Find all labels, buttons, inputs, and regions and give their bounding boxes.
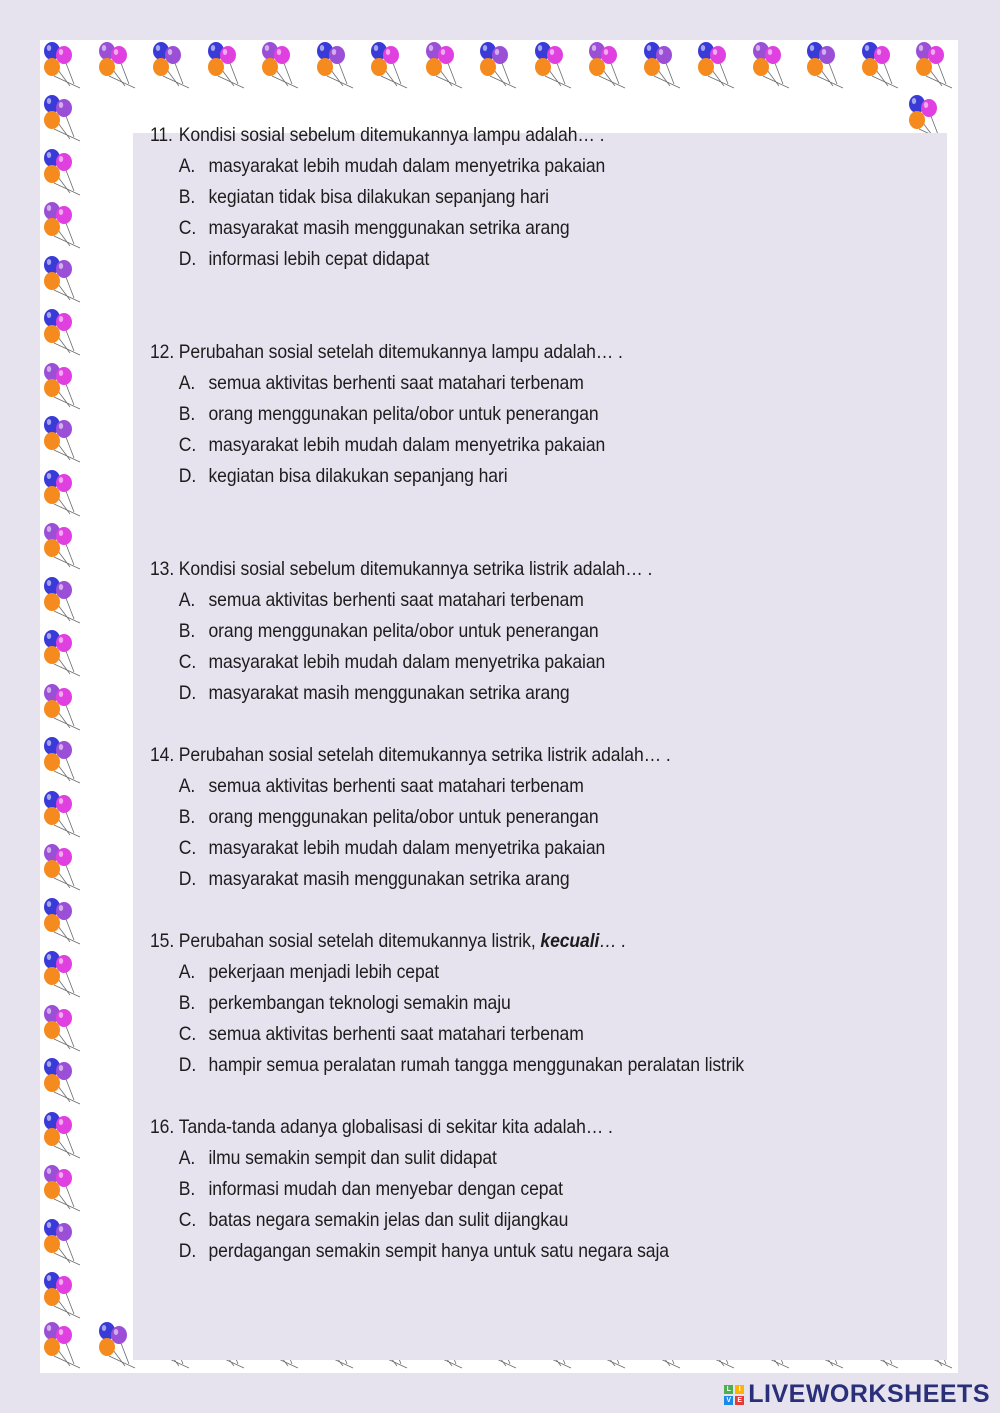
option-b [150,182,807,213]
border-left [40,93,93,1320]
question-stem [150,337,807,368]
question-stem [150,554,807,585]
option-text: hampir semua peralatan rumah tangga menggunakan peralatan listrik [208,1054,745,1076]
option-text: perdagangan semakin sempit hanya untuk satu negara saja [208,1240,669,1262]
option-letter: C. [178,837,197,859]
option-text: informasi mudah dan menyebar dengan cepat [208,1178,563,1200]
balloon-cluster-icon [40,361,86,411]
balloon-cluster-icon [40,1217,86,1267]
option-c [150,1019,807,1050]
balloon-cluster-icon [258,40,304,90]
balloon-cluster-icon [40,949,86,999]
option-letter: C. [178,1023,197,1045]
balloon-cluster-icon [204,40,250,90]
balloon-cluster-icon [803,40,849,90]
question-number: 12. [150,341,175,363]
option-text: semua aktivitas berhenti saat matahari terbenam [208,1023,584,1045]
option-letter: B. [178,403,196,425]
option-letter: C. [178,1209,197,1231]
option-letter: D. [178,868,197,890]
balloon-cluster-icon [40,254,86,304]
logo-text: LIVEWORKSHEETS [748,1380,990,1408]
option-letter: D. [178,682,197,704]
question-text: Perubahan sosial setelah ditemukannya setrika listrik adalah… . [178,744,671,766]
option-d [150,1236,807,1267]
balloon-cluster-icon [40,842,86,892]
question-stem [150,120,807,151]
balloon-cluster-icon [40,1003,86,1053]
balloon-cluster-icon [40,93,86,143]
question-text-suffix: … . [599,930,627,952]
balloon-cluster-icon [40,1056,86,1106]
option-text: masyarakat lebih mudah dalam menyetrika pakaian [208,837,606,859]
question-text: Tanda-tanda adanya globalisasi di sekitar kita adalah… . [178,1116,613,1138]
logo-mark-letter: L [724,1385,733,1394]
option-a [150,368,807,399]
question-stem [150,740,807,771]
option-text: ilmu semakin sempit dan sulit didapat [208,1147,497,1169]
option-text: masyarakat lebih mudah dalam menyetrika pakaian [208,434,606,456]
option-b [150,802,807,833]
question-text: Kondisi sosial sebelum ditemukannya setrika listrik adalah… . [178,558,653,580]
option-text: masyarakat lebih mudah dalam menyetrika pakaian [208,155,606,177]
balloon-cluster-icon [40,896,86,946]
option-text: perkembangan teknologi semakin maju [208,992,511,1014]
option-letter: C. [178,434,197,456]
option-a [150,771,807,802]
question-16 [150,1112,807,1267]
question-number: 11. [150,124,173,146]
question-text: Perubahan sosial setelah ditemukannya lampu adalah… . [178,341,623,363]
option-d [150,1050,807,1081]
option-letter: D. [178,465,197,487]
question-12 [150,337,807,492]
option-text: pekerjaan menjadi lebih cepat [208,961,440,983]
option-text: semua aktivitas berhenti saat matahari terbenam [208,589,584,611]
option-letter: A. [178,589,196,611]
balloon-cluster-icon [367,40,413,90]
option-letter: A. [178,372,196,394]
question-text-prefix: Perubahan sosial setelah ditemukannya listrik, [178,930,541,952]
option-b [150,988,807,1019]
balloon-cluster-icon [749,40,795,90]
question-list [150,120,807,1267]
question-number: 14. [150,744,175,766]
option-letter: C. [178,651,197,673]
option-a [150,957,807,988]
balloon-cluster-icon [40,628,86,678]
balloon-cluster-icon [640,40,686,90]
option-text: masyarakat masih menggunakan setrika arang [208,217,570,239]
option-b [150,1174,807,1205]
option-letter: A. [178,1147,196,1169]
option-c [150,213,807,244]
question-14 [150,740,807,895]
liveworksheets-logo[interactable] [724,1380,990,1409]
option-text: orang menggunakan pelita/obor untuk penerangan [208,403,599,425]
balloon-cluster-icon [694,40,740,90]
option-text: informasi lebih cepat didapat [208,248,430,270]
option-text: orang menggunakan pelita/obor untuk penerangan [208,806,599,828]
question-number: 16. [150,1116,175,1138]
balloon-cluster-icon [40,414,86,464]
option-text: masyarakat masih menggunakan setrika arang [208,868,570,890]
option-letter: B. [178,186,196,208]
question-number: 15. [150,930,175,952]
option-text: semua aktivitas berhenti saat matahari terbenam [208,372,584,394]
option-letter: D. [178,1054,197,1076]
balloon-cluster-icon [40,40,86,90]
border-top [40,40,958,93]
logo-mark-letter: E [735,1396,744,1405]
balloon-cluster-icon [40,1110,86,1160]
question-11 [150,120,807,275]
option-letter: B. [178,806,196,828]
option-letter: D. [178,248,197,270]
balloon-cluster-icon [40,1320,86,1370]
option-text: batas negara semakin jelas dan sulit dijangkau [208,1209,569,1231]
balloon-cluster-icon [40,521,86,571]
balloon-cluster-icon [40,307,86,357]
question-text: Kondisi sosial sebelum ditemukannya lampu adalah… . [178,124,605,146]
option-letter: B. [178,620,196,642]
option-letter: B. [178,1178,196,1200]
balloon-cluster-icon [422,40,468,90]
balloon-cluster-icon [40,682,86,732]
balloon-cluster-icon [40,468,86,518]
option-c [150,833,807,864]
balloon-cluster-icon [40,147,86,197]
question-text-emphasis: kecuali [540,930,600,952]
option-letter: A. [178,775,196,797]
question-stem [150,926,807,957]
question-15 [150,926,807,1081]
option-text: orang menggunakan pelita/obor untuk penerangan [208,620,599,642]
option-letter: A. [178,961,196,983]
option-letter: C. [178,217,197,239]
option-letter: D. [178,1240,197,1262]
option-b [150,399,807,430]
option-a [150,1143,807,1174]
option-text: semua aktivitas berhenti saat matahari terbenam [208,775,584,797]
balloon-cluster-icon [858,40,904,90]
balloon-cluster-icon [40,575,86,625]
question-13 [150,554,807,709]
option-text: kegiatan bisa dilakukan sepanjang hari [208,465,508,487]
balloon-cluster-icon [40,200,86,250]
balloon-cluster-icon [912,40,958,90]
option-letter: B. [178,992,196,1014]
balloon-cluster-icon [531,40,577,90]
option-text: kegiatan tidak bisa dilakukan sepanjang hari [208,186,549,208]
option-c [150,1205,807,1236]
option-c [150,430,807,461]
logo-mark-letter: I [735,1385,744,1394]
balloon-cluster-icon [313,40,359,90]
question-number: 13. [150,558,175,580]
balloon-cluster-icon [40,735,86,785]
option-d [150,244,807,275]
balloon-cluster-icon [40,1270,86,1320]
question-text [179,926,627,957]
option-d [150,864,807,895]
balloon-cluster-icon [95,40,141,90]
balloon-cluster-icon [149,40,195,90]
option-d [150,461,807,492]
balloon-cluster-icon [40,789,86,839]
option-text: masyarakat masih menggunakan setrika arang [208,682,570,704]
question-stem [150,1112,807,1143]
option-d [150,678,807,709]
option-a [150,151,807,182]
option-letter: A. [178,155,196,177]
balloon-cluster-icon [585,40,631,90]
balloon-cluster-icon [476,40,522,90]
liveworksheets-logo-icon [724,1385,744,1405]
option-text: masyarakat lebih mudah dalam menyetrika pakaian [208,651,606,673]
logo-mark-letter: V [724,1396,733,1405]
option-b [150,616,807,647]
option-a [150,585,807,616]
option-c [150,647,807,678]
balloon-cluster-icon [40,1163,86,1213]
